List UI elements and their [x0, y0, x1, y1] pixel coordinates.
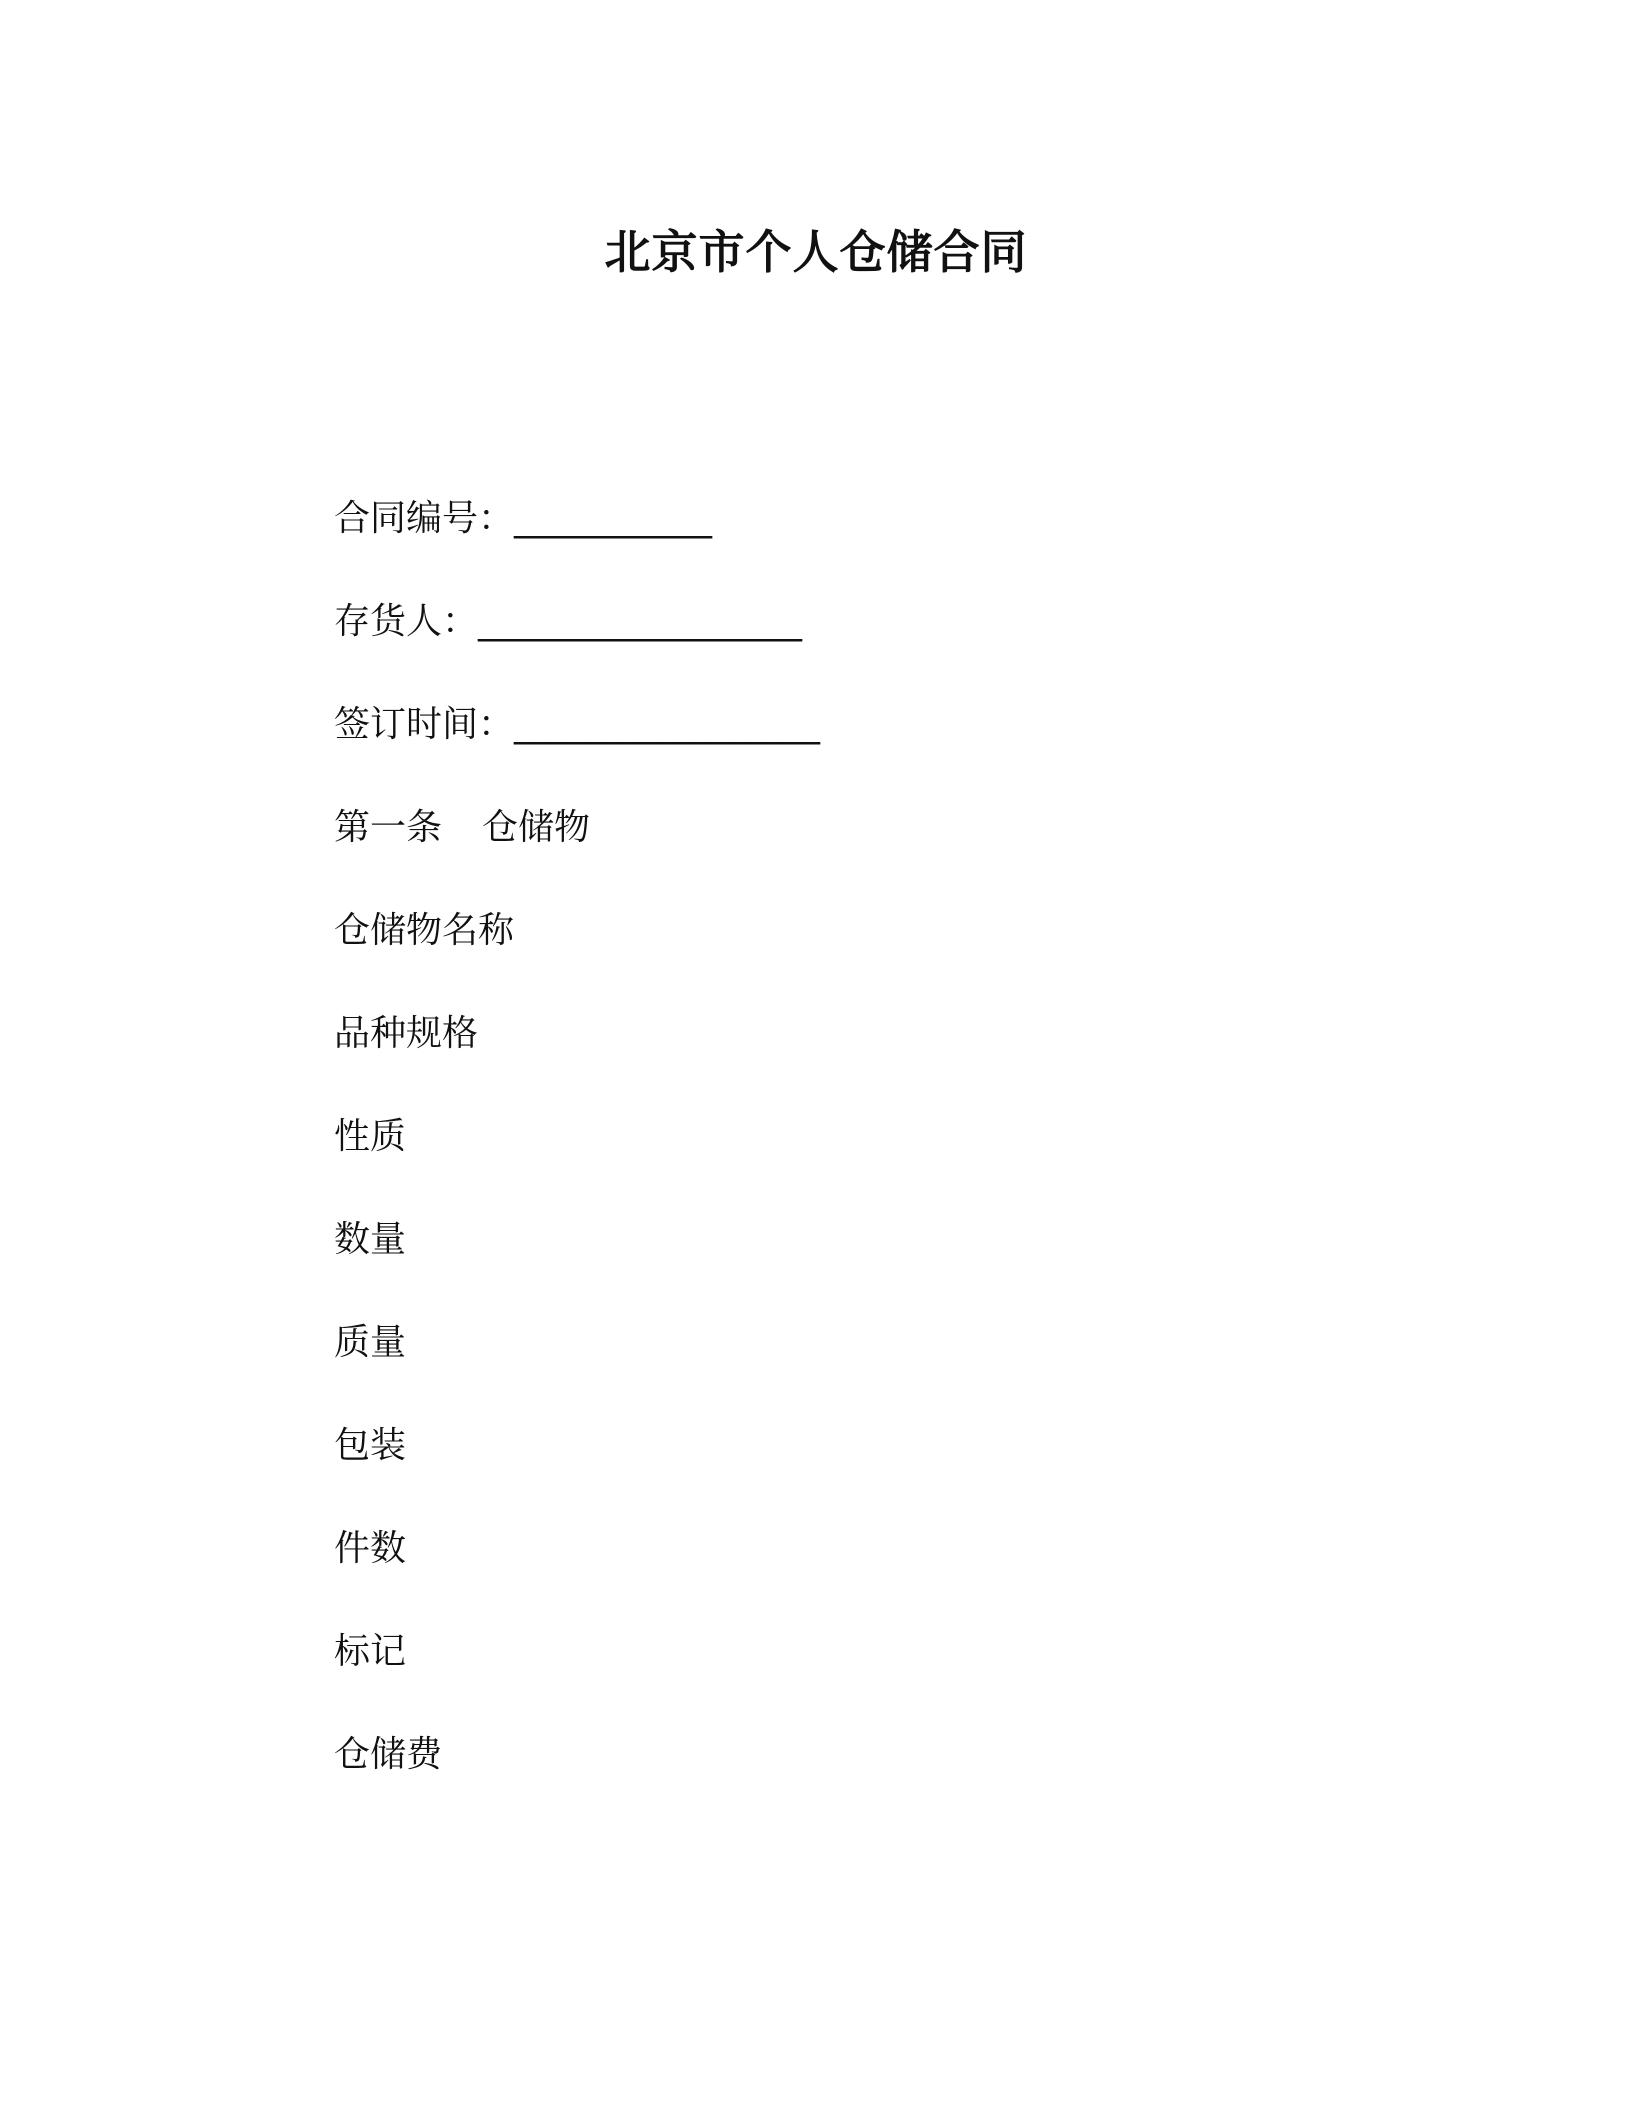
item-storage-name: 仓储物名称 [334, 910, 515, 951]
item-storage-fee: 仓储费 [334, 1734, 443, 1775]
item-marking: 标记 [334, 1631, 407, 1672]
item-quantity: 数量 [334, 1219, 407, 1260]
sign-date-label: 签订时间： [334, 704, 515, 745]
document-title: 北京市个人仓储合同 [604, 225, 1028, 279]
item-packaging: 包装 [334, 1425, 407, 1466]
item-nature: 性质 [334, 1116, 407, 1157]
contract-number-blank: ___________ [514, 498, 713, 539]
article-1-heading [334, 803, 590, 853]
item-variety-spec: 品种规格 [334, 1013, 479, 1054]
sign-date-blank: _________________ [514, 704, 821, 745]
depositor-line [334, 597, 802, 647]
article-1-title: 仓储物 [482, 807, 591, 848]
article-1-number: 第一条 [334, 807, 443, 848]
sign-date-line [334, 700, 820, 750]
item-quality: 质量 [334, 1322, 407, 1363]
contract-number-label: 合同编号： [334, 498, 515, 539]
depositor-blank: __________________ [478, 601, 803, 642]
depositor-label: 存货人： [334, 601, 479, 642]
contract-number-line [334, 494, 712, 544]
item-piece-count: 件数 [334, 1528, 407, 1569]
